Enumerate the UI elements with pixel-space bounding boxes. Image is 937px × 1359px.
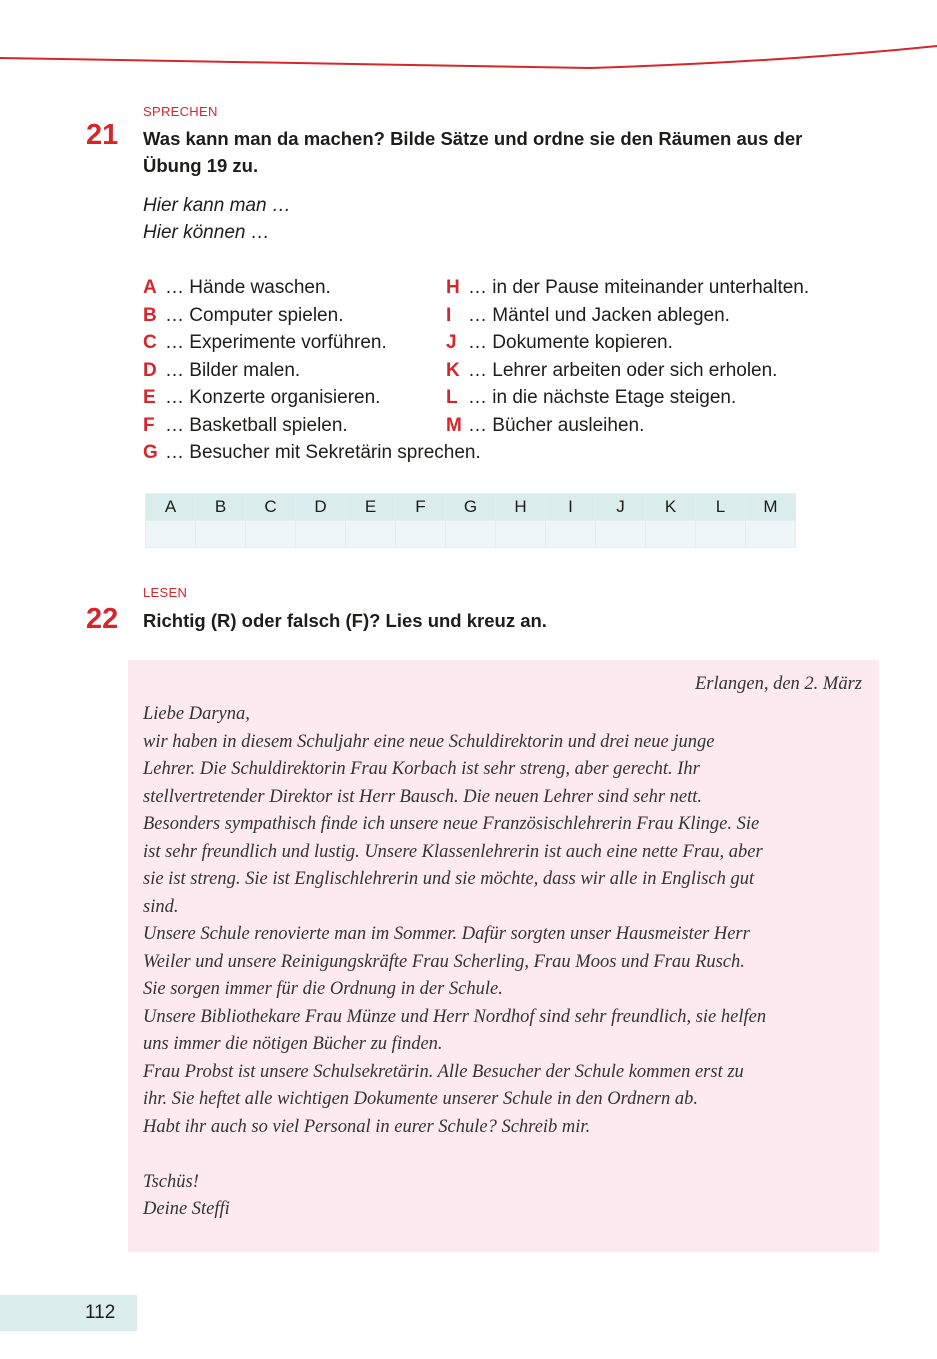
page-number-tab	[0, 1295, 137, 1331]
letter-line: sie ist streng. Sie ist Englischlehrerin und sie möchte, dass wir alle in Englisch gut	[143, 869, 755, 889]
answer-header-cell: M	[746, 494, 796, 521]
letter-date: Erlangen, den 2. März	[695, 674, 862, 694]
answer-cell[interactable]	[646, 521, 696, 548]
answer-header-cell: B	[196, 494, 246, 521]
answer-table-header-row	[146, 494, 796, 521]
exercise-number-21: 21	[86, 119, 119, 151]
letter-line: Unsere Schule renovierte man im Sommer. Dafür sorgten unser Hausmeister Herr	[143, 924, 750, 944]
letter-blank-line	[143, 1141, 868, 1169]
options-left-column	[143, 274, 481, 467]
letter-line: Unsere Bibliothekare Frau Münze und Herr Nordhof sind sehr freundlich, sie helfen	[143, 1006, 767, 1027]
letter-line: Besonders sympathisch finde ich unsere neue Französischlehrerin Frau Klinge. Sie	[143, 814, 760, 834]
option-e: E … Konzerte organisieren.	[143, 387, 381, 408]
answer-header-cell: G	[446, 494, 496, 521]
letter-line: sind.	[143, 896, 179, 917]
answer-cell[interactable]	[296, 521, 346, 548]
option-h: H … in der Pause miteinander unterhalten.	[446, 277, 810, 298]
hint-line: Hier kann man …	[143, 195, 291, 216]
exercise-number-22: 22	[86, 603, 119, 635]
answer-cell[interactable]	[496, 521, 546, 548]
option-d: D … Bilder malen.	[143, 359, 301, 381]
answer-header-cell: E	[346, 494, 396, 521]
answer-header-cell: I	[546, 494, 596, 521]
skill-label-sprechen: SPRECHEN	[143, 104, 218, 119]
option-c: C … Experimente vorführen.	[143, 332, 387, 353]
answer-header-cell: L	[696, 494, 746, 521]
answer-cell[interactable]	[196, 521, 246, 548]
letter-line: Frau Probst ist unsere Schulsekretärin. Alle Besucher der Schule kommen erst zu	[143, 1061, 744, 1082]
answer-header-cell: H	[496, 494, 546, 521]
letter-line: wir haben in diesem Schuljahr eine neue Schuldirektorin und drei neue junge	[143, 731, 715, 752]
letter-line: Liebe Daryna,	[143, 704, 250, 724]
letter-line: Tschüs!	[143, 1171, 199, 1192]
letter-line: ist sehr freundlich und lustig. Unsere Klassenlehrerin ist auch eine nette Frau, aber	[143, 841, 763, 862]
answer-header-cell: J	[596, 494, 646, 521]
letter-body	[143, 701, 868, 1224]
letter-line: uns immer die nötigen Bücher zu finden.	[143, 1034, 443, 1054]
answer-cell[interactable]	[396, 521, 446, 548]
option-g: G … Besucher mit Sekretärin sprechen.	[143, 442, 481, 463]
answer-cell[interactable]	[346, 521, 396, 548]
sentence-starters	[143, 192, 291, 246]
option-l: L … in die nächste Etage steigen.	[446, 387, 737, 408]
answer-cell[interactable]	[146, 521, 196, 548]
option-b: B … Computer spielen.	[143, 304, 344, 326]
top-red-rule	[0, 40, 937, 80]
letter-line: Weiler und unsere Reinigungskräfte Frau Scherling, Frau Moos und Frau Rusch.	[143, 951, 745, 972]
answer-header-cell: C	[246, 494, 296, 521]
answer-cell[interactable]	[696, 521, 746, 548]
letter-line: Sie sorgen immer für die Ordnung in der Schule.	[143, 979, 503, 999]
answer-header-cell: A	[146, 494, 196, 521]
answer-table	[145, 493, 796, 548]
option-j: J … Dokumente kopieren.	[446, 332, 673, 353]
answer-cell[interactable]	[746, 521, 796, 548]
letter-line: stellvertretender Direktor ist Herr Bausch. Die neuen Lehrer sind sehr nett.	[143, 786, 703, 807]
hint-line: Hier können …	[143, 222, 270, 243]
letter-line: ihr. Sie heftet alle wichtigen Dokumente unserer Schule in den Ordnern ab.	[143, 1089, 699, 1109]
page-number: 112	[85, 1302, 116, 1323]
option-f: F … Basketball spielen.	[143, 414, 348, 436]
skill-label-lesen: LESEN	[143, 585, 188, 600]
option-k: K … Lehrer arbeiten oder sich erholen.	[446, 359, 778, 381]
option-i: I … Mäntel und Jacken ablegen.	[446, 304, 730, 326]
letter-line: Habt ihr auch so viel Personal in eurer Schule? Schreib mir.	[143, 1116, 591, 1137]
answer-header-cell: K	[646, 494, 696, 521]
answer-header-cell: D	[296, 494, 346, 521]
answer-cell[interactable]	[446, 521, 496, 548]
answer-table-input-row	[146, 521, 796, 548]
exercise-22-title: Richtig (R) oder falsch (F)? Lies und kreuz an.	[143, 610, 547, 631]
answer-cell[interactable]	[596, 521, 646, 548]
letter-line: Deine Steffi	[143, 1199, 230, 1219]
answer-cell[interactable]	[546, 521, 596, 548]
letter-line: Lehrer. Die Schuldirektorin Frau Korbach ist sehr streng, aber gerecht. Ihr	[143, 759, 700, 779]
answer-header-cell: F	[396, 494, 446, 521]
options-right-column	[446, 274, 809, 439]
letter-box	[128, 660, 879, 1252]
exercise-21-title-line-1: Was kann man da machen? Bilde Sätze und ordne sie den Räumen aus der	[143, 128, 803, 149]
option-m: M … Bücher ausleihen.	[446, 414, 645, 436]
exercise-21-title	[143, 125, 802, 179]
option-a: A … Hände waschen.	[143, 277, 331, 298]
exercise-21-title-line-2: Übung 19 zu.	[143, 155, 259, 176]
answer-cell[interactable]	[246, 521, 296, 548]
